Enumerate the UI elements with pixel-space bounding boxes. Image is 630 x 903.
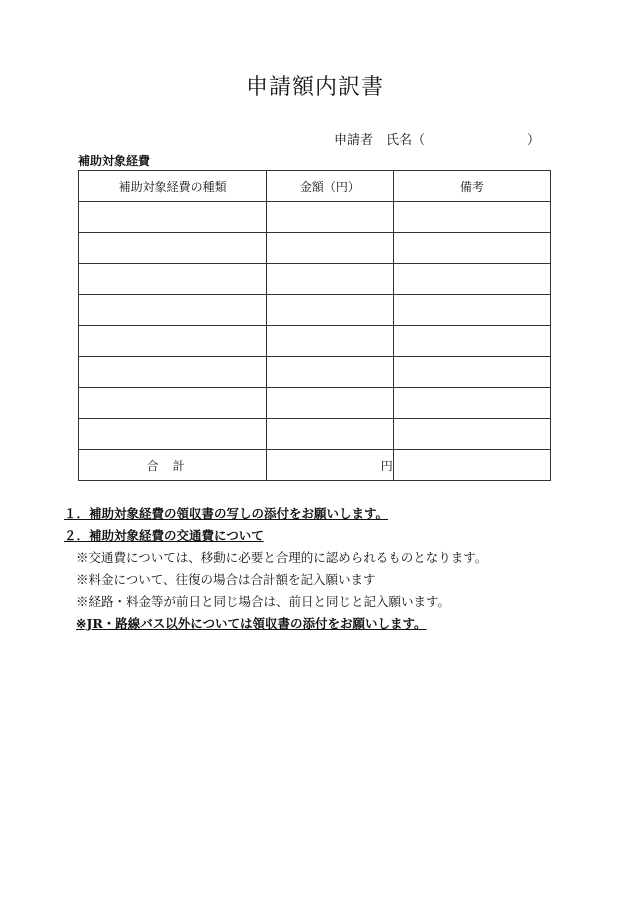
expense-type-cell[interactable]: [79, 295, 267, 326]
table-row: [79, 357, 551, 388]
section-label: 補助対象経費: [78, 154, 151, 168]
applicant-label: 申請者 氏名（: [334, 133, 426, 148]
table-header-row: [79, 171, 551, 202]
remarks-cell[interactable]: [393, 233, 550, 264]
note-sub-receipt: ※JR・路線バス以外については領収書の添付をお願いします。: [76, 616, 427, 631]
expense-type-cell[interactable]: [79, 419, 267, 450]
remarks-cell[interactable]: [393, 357, 550, 388]
remarks-cell[interactable]: [393, 326, 550, 357]
amount-cell[interactable]: [267, 295, 394, 326]
page-title: 申請額内訳書: [245, 75, 384, 100]
table-row: [79, 202, 551, 233]
remarks-cell[interactable]: [393, 295, 550, 326]
amount-cell[interactable]: [267, 326, 394, 357]
table-row: [79, 264, 551, 295]
total-label: 合計: [79, 450, 267, 481]
expense-type-cell[interactable]: [79, 233, 267, 264]
amount-cell[interactable]: [267, 419, 394, 450]
note-sub-roundtrip: ※料金について、往復の場合は合計額を記入願います: [76, 572, 376, 587]
notes-section: [64, 505, 487, 637]
note-item-2: ２．補助対象経費の交通費について: [64, 528, 264, 543]
amount-cell[interactable]: [267, 202, 394, 233]
amount-cell[interactable]: [267, 233, 394, 264]
table-row: [79, 295, 551, 326]
remarks-cell[interactable]: [393, 419, 550, 450]
header-remarks: 備考: [393, 171, 550, 202]
amount-cell[interactable]: [267, 264, 394, 295]
note-sub-transport: ※交通費については、移動に必要と合理的に認められるものとなります。: [76, 550, 488, 565]
note-item-1: １．補助対象経費の領収書の写しの添付をお願いします。: [64, 506, 389, 521]
expense-type-cell[interactable]: [79, 357, 267, 388]
expense-type-cell[interactable]: [79, 202, 267, 233]
amount-cell[interactable]: [267, 357, 394, 388]
total-amount-cell[interactable]: [267, 450, 394, 481]
table-row: [79, 419, 551, 450]
remarks-cell[interactable]: [393, 264, 550, 295]
header-expense-type: 補助対象経費の種類: [79, 171, 267, 202]
expense-type-cell[interactable]: [79, 264, 267, 295]
table-row: [79, 326, 551, 357]
remarks-cell[interactable]: [393, 202, 550, 233]
note-sub-same-route: ※経路・料金等が前日と同じ場合は、前日と同じと記入願います。: [76, 594, 451, 609]
applicant-close-paren: ）: [527, 133, 541, 148]
amount-cell[interactable]: [267, 388, 394, 419]
total-unit: 円: [380, 458, 393, 473]
header-amount: 金額（円）: [267, 171, 394, 202]
expense-type-cell[interactable]: [79, 388, 267, 419]
applicant-name-field[interactable]: [334, 129, 540, 148]
total-row: [79, 450, 551, 481]
table-row: [79, 388, 551, 419]
remarks-cell[interactable]: [393, 388, 550, 419]
expense-breakdown-table: [78, 170, 551, 481]
table-row: [79, 233, 551, 264]
expense-type-cell[interactable]: [79, 326, 267, 357]
total-remarks-cell[interactable]: [393, 450, 550, 481]
